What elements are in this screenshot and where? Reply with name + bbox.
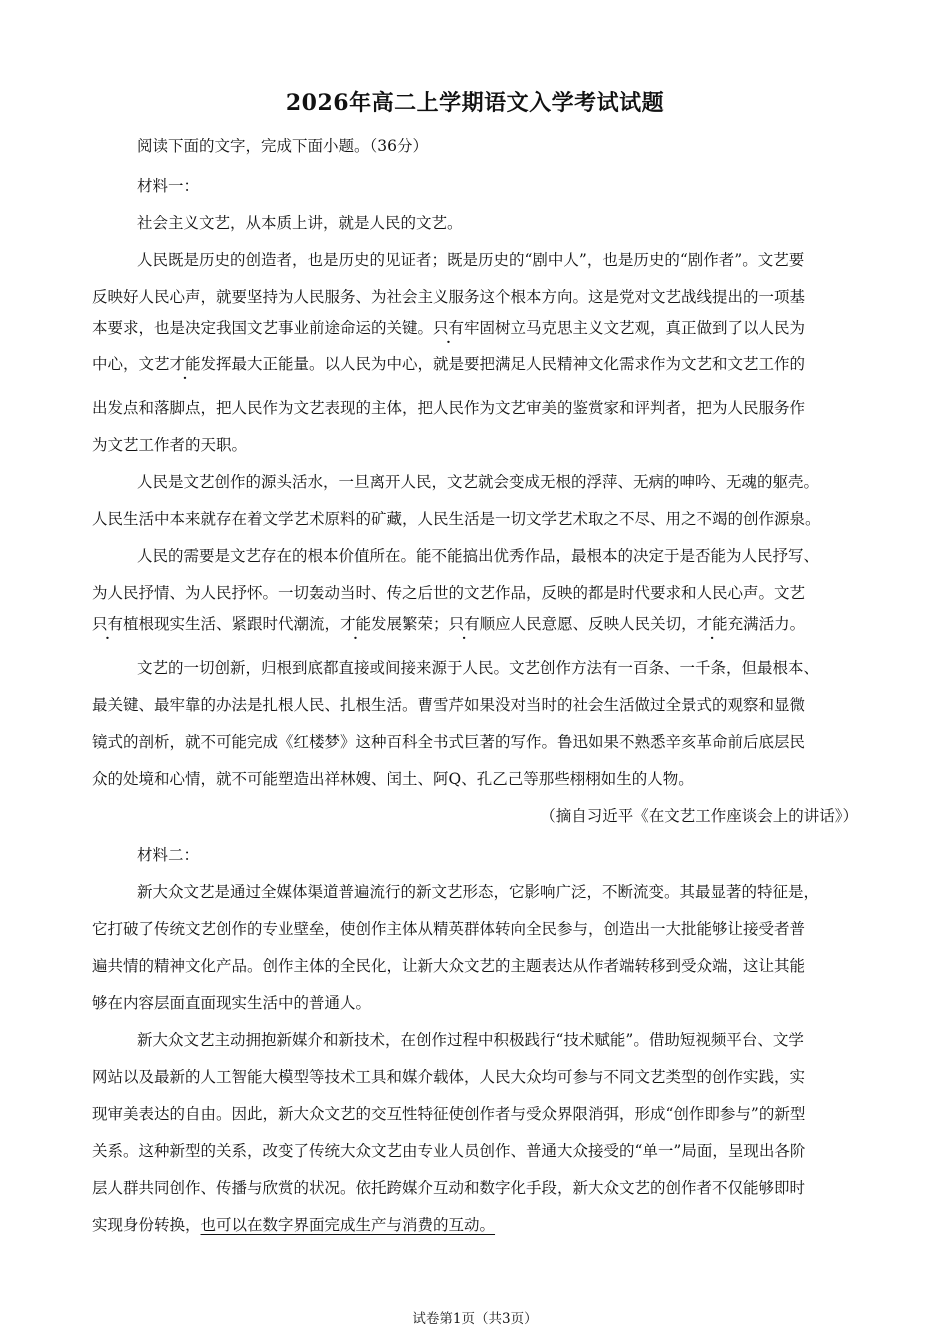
text-span: 本要求，也是决定我国文艺事业前途命运的关键。	[92, 319, 434, 337]
m1-paragraph-1: 社会主义文艺，从本质上讲，就是人民的文艺。	[137, 214, 463, 232]
text-span: 牢固树立马克思主义文艺观，真正做到了以人民为	[464, 319, 806, 337]
text-span: 充满活力。	[727, 615, 806, 633]
underlined-sentence: 也可以在数字界面完成生产与消费的互动。	[200, 1216, 496, 1234]
m2-p2-line-5: 层人群共同创作、传播与欣赏的状况。依托跨媒介互动和数字化手段，新大众文艺的创作者不仅能够即时	[92, 1179, 806, 1197]
text-span: 顺应人民意愿、反映人民关切，	[479, 615, 697, 633]
m1-p5-line-3: 镜式的剖析，就不可能完成《红楼梦》这种百科全书式巨著的写作。鲁迅如果不熟悉辛亥革命前后底层民	[92, 733, 806, 751]
text-span: 发展繁荣；	[371, 615, 449, 633]
m1-p2-line-2: 反映好人民心声，就要坚持为人民服务、为社会主义服务这个根本方向。这是党对文艺战线提出的一项基	[92, 288, 806, 306]
m1-p2-line-4	[92, 354, 805, 374]
text-span: 发挥最大正能量。以人民为中心，就是要把满足人民精神文化需求作为文艺和文艺工作的	[200, 355, 806, 373]
emphasis-cai-neng: 才能	[169, 355, 201, 373]
m1-p4-line-3	[92, 614, 805, 634]
emphasis-only-you: 只有	[448, 615, 480, 633]
text-span: 实现身份转换，	[92, 1216, 201, 1234]
m1-p3-line-2: 人民生活中本来就存在着文学艺术原料的矿藏，人民生活是一切文学艺术取之不尽、用之不竭的创作源泉。	[92, 510, 821, 528]
material-two-label: 材料二：	[137, 846, 200, 864]
m1-p2-line-6: 为文艺工作者的天职。	[92, 436, 248, 454]
m1-p5-line-4: 众的处境和心情，就不可能塑造出祥林嫂、闰土、阿Q、孔乙己等那些栩栩如生的人物。	[92, 770, 694, 788]
emphasis-cai-neng: 才能	[696, 615, 728, 633]
m2-p1-line-2: 它打破了传统文艺创作的专业壁垒，使创作主体从精英群体转向全民参与，创造出一大批能够让接受者普	[92, 920, 806, 938]
m1-p4-line-2: 为人民抒情、为人民抒怀。一切轰动当时、传之后世的文艺作品，反映的都是时代要求和人民心声。文艺	[92, 584, 806, 602]
page-footer: 试卷第1页（共3页）	[412, 1311, 538, 1327]
m1-p5-line-2: 最关键、最牢靠的办法是扎根人民、扎根生活。曹雪芹如果没对当时的社会生活做过全景式的观察和显微	[92, 696, 806, 714]
m2-p2-line-6	[92, 1215, 495, 1235]
m1-p5-line-1: 文艺的一切创新，归根到底都直接或间接来源于人民。文艺创作方法有一百条、一千条，但最根本、	[137, 659, 820, 677]
question-intro: 阅读下面的文字，完成下面小题。（36分）	[137, 137, 428, 155]
emphasis-only-you: 只有	[92, 615, 124, 633]
m1-p4-line-1: 人民的需要是文艺存在的根本价值所在。能不能搞出优秀作品，最根本的决定于是否能为人民抒写、	[137, 547, 820, 565]
m2-p1-line-1: 新大众文艺是通过全媒体渠道普遍流行的新文艺形态，它影响广泛，不断流变。其最显著的特征是，	[137, 883, 820, 901]
m2-p2-line-3: 现审美表达的自由。因此，新大众文艺的交互性特征使创作者与受众界限消弭，形成“创作即参与”的新型	[92, 1105, 806, 1123]
emphasis-cai-neng: 才能	[340, 615, 372, 633]
m1-source: （摘自习近平《在文艺工作座谈会上的讲话》）	[540, 807, 858, 825]
material-one-label: 材料一：	[137, 177, 200, 195]
m1-p2-line-5: 出发点和落脚点，把人民作为文艺表现的主体，把人民作为文艺审美的鉴赏家和评判者，把为人民服务作	[92, 399, 806, 417]
m2-p2-line-4: 关系。这种新型的关系，改变了传统大众文艺由专业人员创作、普通大众接受的“单一”局面，呈现出各阶	[92, 1142, 806, 1160]
m2-p1-line-4: 够在内容层面直面现实生活中的普通人。	[92, 994, 372, 1012]
text-span: 植根现实生活、紧跟时代潮流，	[123, 615, 341, 633]
text-span: 中心，文艺	[92, 355, 170, 373]
exam-title: 2026年高二上学期语文入学考试试题	[285, 90, 665, 116]
m1-p2-line-1: 人民既是历史的创造者，也是历史的见证者；既是历史的“剧中人”，也是历史的“剧作者”。文艺要	[137, 251, 805, 269]
m2-p2-line-2: 网站以及最新的人工智能大模型等技术工具和媒介载体，人民大众均可参与不同文艺类型的创作实践，实	[92, 1068, 806, 1086]
m2-p2-line-1: 新大众文艺主动拥抱新媒介和新技术，在创作过程中积极践行“技术赋能”。借助短视频平台、文学	[137, 1031, 804, 1049]
m1-p2-line-3	[92, 318, 805, 338]
m1-p3-line-1: 人民是文艺创作的源头活水，一旦离开人民，文艺就会变成无根的浮萍、无病的呻吟、无魂的躯壳。	[137, 473, 820, 491]
m2-p1-line-3: 遍共情的精神文化产品。创作主体的全民化，让新大众文艺的主题表达从作者端转移到受众端，这让其能	[92, 957, 806, 975]
emphasis-only-you: 只有	[433, 319, 465, 337]
